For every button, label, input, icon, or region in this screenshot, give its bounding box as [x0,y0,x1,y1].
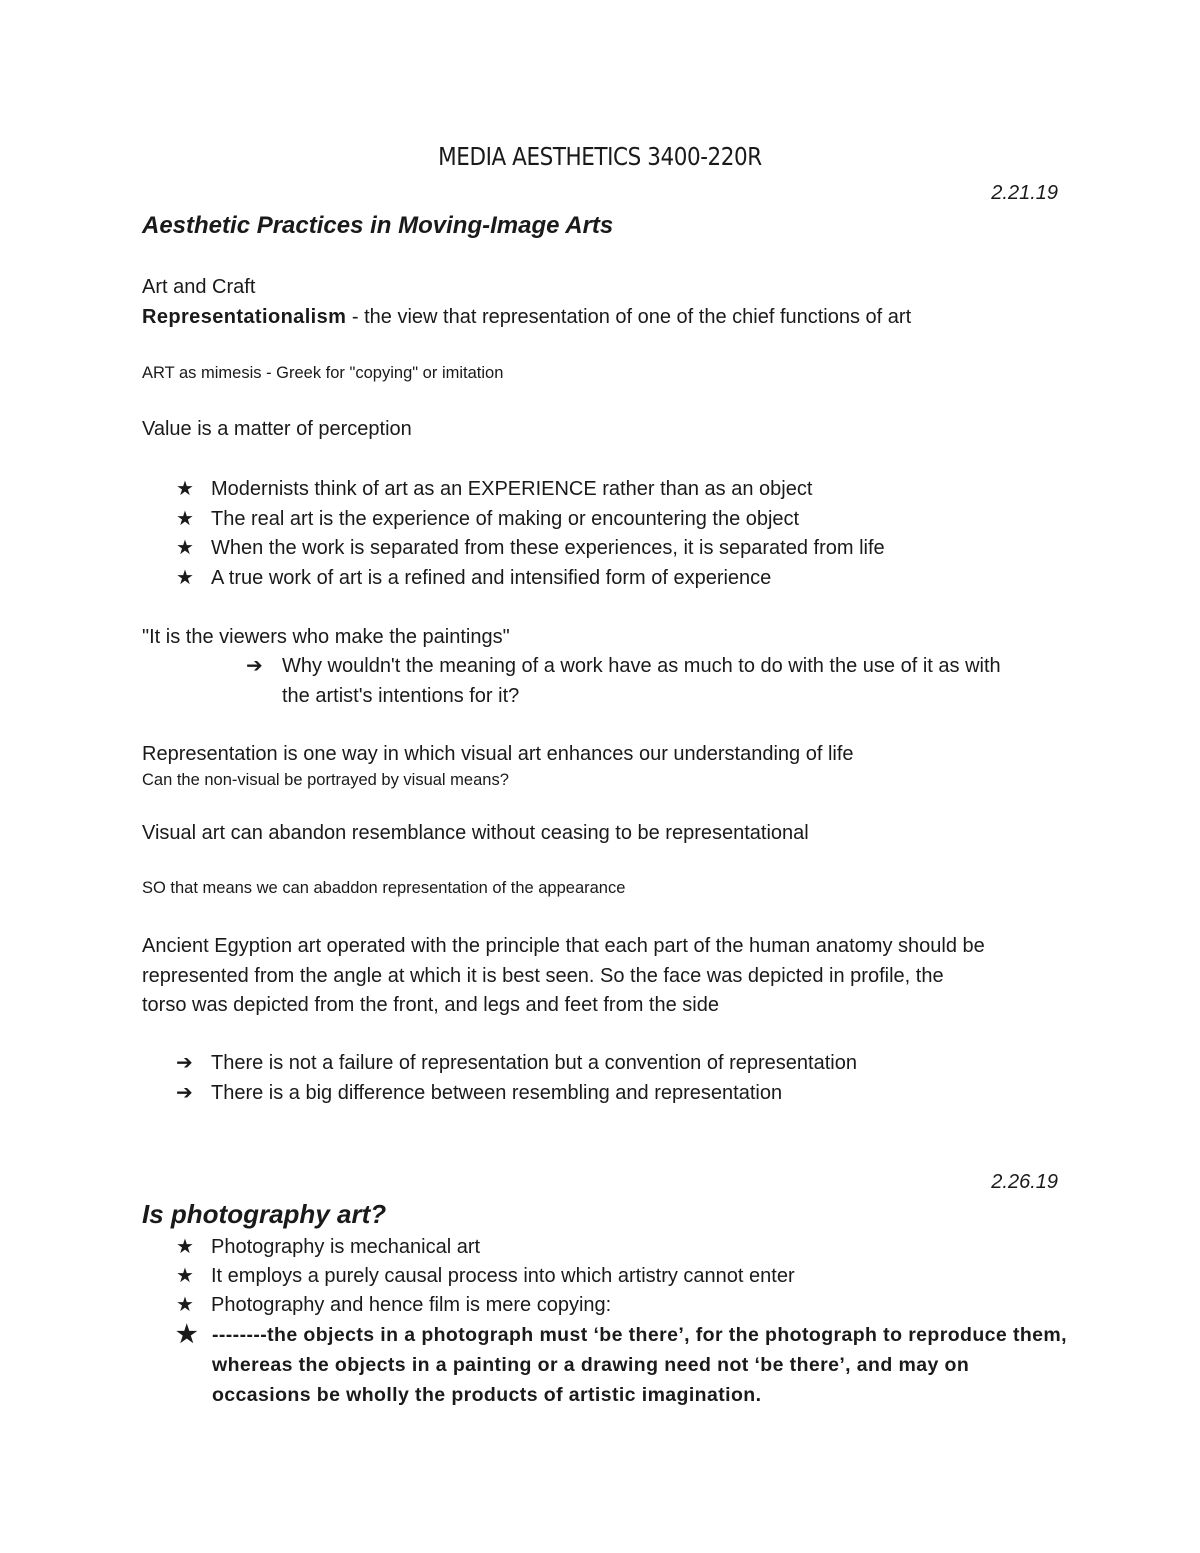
list-item-bold: ★ --------the objects in a photograph must ‘be there’, for the photograph to reproduce them, whereas the objects in a painting or a drawing need not ‘be there’, and may on occasions be wholly the products of artistic imagination. [176,1321,1067,1406]
star-icon: ★ [176,508,194,530]
list-item: ★ A true work of art is a refined and intensified form of experience [176,563,771,593]
paragraph: Value is a matter of perception [142,418,412,440]
sub-list-item: ➔ Why wouldn't the meaning of a work have as much to do with the use of it as with [246,651,1001,681]
paragraph: Visual art can abandon resemblance without ceasing to be representational [142,822,809,844]
list-item: ★ Modernists think of art as an EXPERIENCE rather than as an object [176,474,812,504]
date-label: 2.26.19 [991,1171,1058,1193]
star-icon: ★ [176,478,194,500]
paragraph-line: represented from the angle at which it is best seen. So the face was depicted in profile, the [142,965,944,987]
star-icon: ★ [176,1236,194,1258]
arrow-right-icon: ➔ [176,1082,193,1104]
paragraph: SO that means we can abaddon representation of the appearance [142,879,626,897]
section-heading: Is photography art? [142,1199,387,1229]
star-icon: ★ [176,537,194,559]
list-item: ★ It employs a purely causal process into which artistry cannot enter [176,1261,795,1291]
paragraph-line: Ancient Egyption art operated with the principle that each part of the human anatomy should be [142,935,985,957]
definition-line [142,302,911,332]
paragraph: ART as mimesis - Greek for "copying" or imitation [142,364,504,382]
list-item: ★ Photography and hence film is mere copying: [176,1290,611,1320]
paragraph-line: torso was depicted from the front, and legs and feet from the side [142,994,719,1016]
star-icon: ★ [176,1321,198,1348]
star-icon: ★ [176,1265,194,1287]
definition: - the view that representation of one of the chief functions of art [346,306,912,328]
arrow-right-icon: ➔ [246,655,263,677]
paragraph: Can the non-visual be portrayed by visual means? [142,771,509,789]
date-label: 2.21.19 [991,182,1058,204]
term: Representationalism [142,306,347,328]
list-item: ★ When the work is separated from these experiences, it is separated from life [176,533,885,563]
list-item: ➔ There is a big difference between resembling and representation [176,1078,782,1108]
sub-list-item-continuation: the artist's intentions for it? [282,685,520,707]
star-icon: ★ [176,1294,194,1316]
list-item: ★ Photography is mechanical art [176,1232,480,1262]
paragraph: Art and Craft [142,276,256,298]
document-title: MEDIA AESTHETICS 3400-220R [438,142,762,171]
list-item: ➔ There is not a failure of representation but a convention of representation [176,1048,857,1078]
list-item: ★ The real art is the experience of making or encountering the object [176,504,799,534]
section-heading: Aesthetic Practices in Moving-Image Arts [142,212,614,239]
star-icon: ★ [176,567,194,589]
paragraph: Representation is one way in which visual art enhances our understanding of life [142,743,854,765]
arrow-right-icon: ➔ [176,1052,193,1074]
quote: "It is the viewers who make the paintings" [142,626,510,648]
